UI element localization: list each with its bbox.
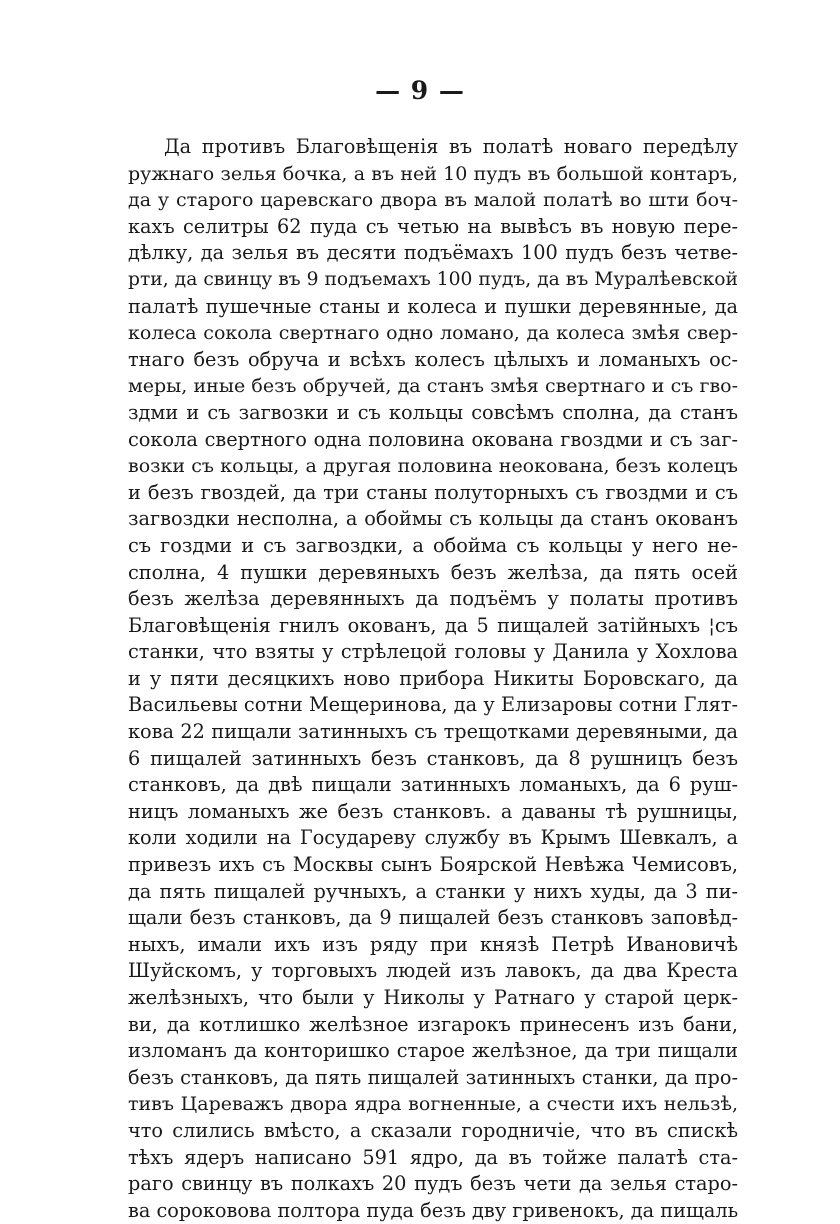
text-line: Благовѣщенія гнилъ окованъ, да 5 пищалей затійныхъ ¦съ bbox=[128, 613, 738, 637]
text-line: и безъ гвоздей, да три станы полуторныхъ съ гвоздми и съ bbox=[128, 480, 738, 504]
text-line: дѣлку, да зелья въ десяти подъёмахъ 100 пудъ безъ четве- bbox=[128, 241, 738, 265]
text-line: меры, иные безъ обручей, да станъ змѣя свертнаго и съ гво- bbox=[128, 375, 738, 398]
page-number: — 9 — bbox=[375, 76, 465, 105]
text-line: желѣзныхъ, что были у Николы у Ратнаго у старой церк- bbox=[128, 986, 738, 1009]
text-line: раго свинцу въ полкахъ 20 пудъ безъ чети да зелья старо- bbox=[128, 1172, 738, 1196]
text-line: ружнаго зелья бочка, а въ ней 10 пудъ въ большой контаръ, bbox=[128, 162, 738, 185]
text-line: кова 22 пищали затинныхъ съ трещотками деревяными, да bbox=[128, 720, 738, 744]
text-line: кахъ селитры 62 пуда съ четью на вывѣсъ въ новую пере- bbox=[128, 214, 738, 238]
text-line: Шуйскомъ, у торговыхъ людей изъ лавокъ, да два Креста bbox=[128, 959, 738, 983]
text-line: палатѣ пушечные станы и колеса и пушки деревянные, да bbox=[128, 294, 738, 318]
text-line: Васильевы сотни Мещеринова, да у Елизаровы сотни Глят- bbox=[128, 693, 738, 717]
text-line: безъ станковъ, да пять пищалей затинныхъ станки, да про- bbox=[128, 1065, 738, 1089]
body-text bbox=[128, 134, 738, 1224]
text-line: колеса сокола свертнаго одно ломано, да колеса змѣя свер- bbox=[128, 322, 738, 345]
text-line: тнаго безъ обруча и всѣхъ колесъ цѣлыхъ и ломаныхъ ос- bbox=[128, 347, 738, 371]
text-line: сокола свертного одна половина окована гвоздми и съ заг- bbox=[128, 427, 738, 451]
text-line: ва сороковова полтора пуда безъ дву гривенокъ, да пищаль bbox=[128, 1198, 738, 1222]
text-line: ницъ ломаныхъ же безъ станковъ. а даваны тѣ рушницы, bbox=[128, 799, 738, 823]
text-line: и у пяти десяцкихъ ново прибора Никиты Боровскаго, да bbox=[128, 666, 738, 690]
text-line: съ гоздми и съ загвоздки, а обойма съ кольцы у него не- bbox=[128, 533, 738, 557]
text-line: рти, да свинцу въ 9 подъемахъ 100 пудъ, да въ Муралѣевской bbox=[128, 268, 738, 290]
text-line: щали безъ станковъ, да 9 пищалей безъ станковъ заповѣд- bbox=[128, 906, 738, 930]
text-line: Да противъ Благовѣщенія въ полатѣ новаго передѣлу bbox=[164, 135, 738, 158]
text-line: станковъ, да двѣ пищали затинныхъ ломаныхъ, да 6 руш- bbox=[128, 773, 738, 797]
text-line: да пять пищалей ручныхъ, а станки у нихъ худы, да 3 пи- bbox=[128, 879, 738, 903]
text-line: станки, что взяты у стрѣлецой головы у Данила у Хохлова bbox=[128, 640, 738, 664]
text-line: привезъ ихъ съ Москвы сынъ Боярской Невѣжа Чемисовъ, bbox=[128, 853, 738, 877]
text-line: загвоздки несполна, а обоймы съ кольцы да станъ окованъ bbox=[128, 507, 738, 531]
text-line: тѣхъ ядеръ написано 591 ядро, да въ тойже палатѣ ста- bbox=[128, 1145, 738, 1169]
text-line: ныхъ, имали ихъ изъ ряду при князѣ Петрѣ Ивановичѣ bbox=[128, 932, 738, 956]
text-line: здми и съ загвозки и съ кольцы совсѣмъ сполна, да станъ bbox=[128, 400, 738, 424]
text-line: возки съ кольцы, а другая половина неокована, безъ колецъ bbox=[128, 455, 738, 478]
text-line: сполна, 4 пушки деревяныхъ безъ желѣза, да пять осей bbox=[128, 560, 738, 584]
text-line: что слились вмѣсто, а сказали городничіе, что въ спискѣ bbox=[128, 1118, 738, 1142]
text-line: да у старого царевскаго двора въ малой полатѣ во шти боч- bbox=[128, 189, 738, 212]
text-line: 6 пищалей затинныхъ безъ станковъ, да 8 рушницъ безъ bbox=[128, 746, 738, 770]
text-line: тивъ Цареважъ двора ядра вогненные, а счести ихъ нельзѣ, bbox=[128, 1093, 738, 1116]
text-line: изломанъ да конторишко старое желѣзное, да три пищали bbox=[128, 1039, 738, 1063]
text-line: ви, да котлишко желѣзное изгарокъ принесенъ изъ бани, bbox=[128, 1012, 738, 1036]
text-line: безъ желѣза деревянныхъ да подъёмъ у полаты противъ bbox=[128, 587, 738, 611]
text-line: коли ходили на Государеву службу въ Крымъ Шевкалъ, а bbox=[128, 826, 738, 850]
